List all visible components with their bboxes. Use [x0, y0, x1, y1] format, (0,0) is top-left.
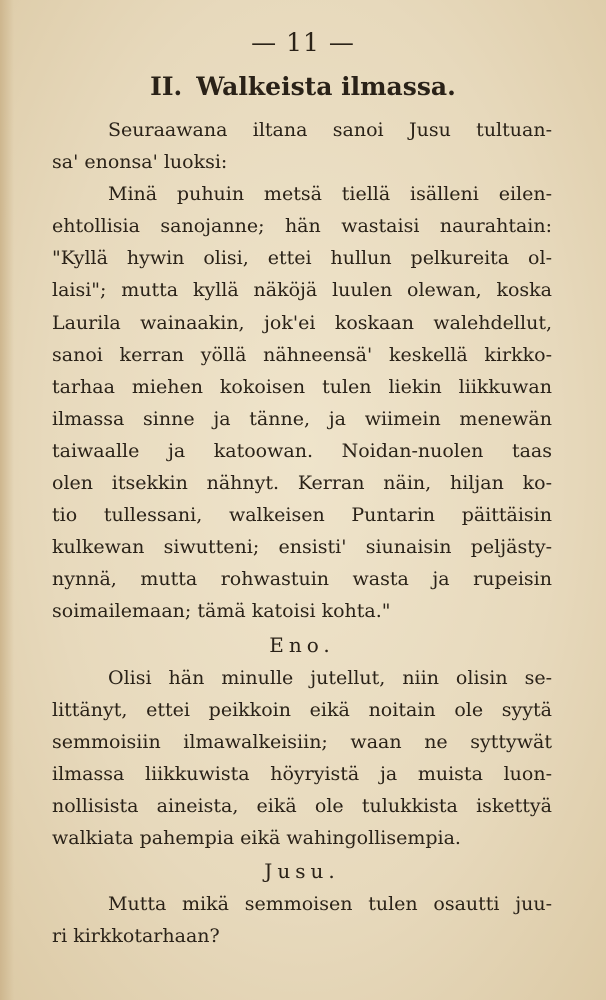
text-line: semmoisiin ilmawalkeisiin; waan ne syttywät — [52, 730, 552, 753]
text-line: sanoi kerran yöllä nähneensä' keskellä kirkko- — [52, 343, 552, 366]
text-line: Laurila wainaakin, jok'ei koskaan walehdellut, — [52, 311, 552, 334]
speaker-name: Eno. — [269, 632, 335, 657]
page-number: — 11 — — [251, 28, 355, 57]
page-edge-shadow — [0, 0, 14, 1000]
text-line: ilmassa liikkuwista höyryistä ja muista luon- — [52, 762, 552, 785]
text-line: Mutta mikä semmoisen tulen osautti juu- — [108, 893, 552, 916]
text-line: olen itsekkin nähnyt. Kerran näin, hiljan ko- — [52, 472, 552, 495]
text-line: laisi"; mutta kyllä näköjä luulen olewan, koska — [52, 279, 552, 302]
text-line: tarhaa miehen kokoisen tulen liekin liikkuwan — [52, 375, 552, 398]
text-line: tio tullessani, walkeisen Puntarin päittäisin — [52, 504, 552, 527]
text-line: ilmassa sinne ja tänne, ja wiimein menewän — [52, 407, 552, 430]
text-line: nollisista aineista, eikä ole tulukkista iskettyä — [52, 794, 552, 817]
speaker-name: Jusu. — [264, 859, 340, 884]
text-line: Olisi hän minulle jutellut, niin olisin se- — [108, 666, 552, 689]
text-line: Minä puhuin metsä tiellä isälleni eilen- — [108, 183, 552, 206]
text-line: "Kyllä hywin olisi, ettei hullun pelkureita ol- — [52, 247, 552, 270]
text-line: ri kirkkotarhaan? — [52, 925, 220, 948]
chapter-number: II. — [150, 72, 183, 101]
text-line: soimailemaan; tämä katoisi kohta." — [52, 600, 391, 623]
text-line: walkiata pahempia eikä wahingollisempia. — [52, 826, 461, 849]
text-line: Seuraawana iltana sanoi Jusu tultuan- — [108, 119, 552, 141]
text-line: kulkewan siwutteni; ensisti' siunaisin peljästy- — [52, 536, 552, 559]
text-line: taiwaalle ja katoowan. Noidan-nuolen taas — [52, 439, 552, 462]
text-line: nynnä, mutta rohwastuin wasta ja rupeisin — [52, 568, 552, 591]
chapter-title: Walkeista ilmassa. — [196, 72, 456, 101]
text-line: sa' enonsa' luoksi: — [52, 151, 228, 174]
chapter-heading — [0, 72, 606, 101]
text-line: ehtollisia sanojanne; hän wastaisi naurahtain: — [52, 215, 552, 238]
text-line: littänyt, ettei peikkoin eikä noitain ole syytä — [52, 698, 552, 721]
body-text — [52, 114, 552, 952]
